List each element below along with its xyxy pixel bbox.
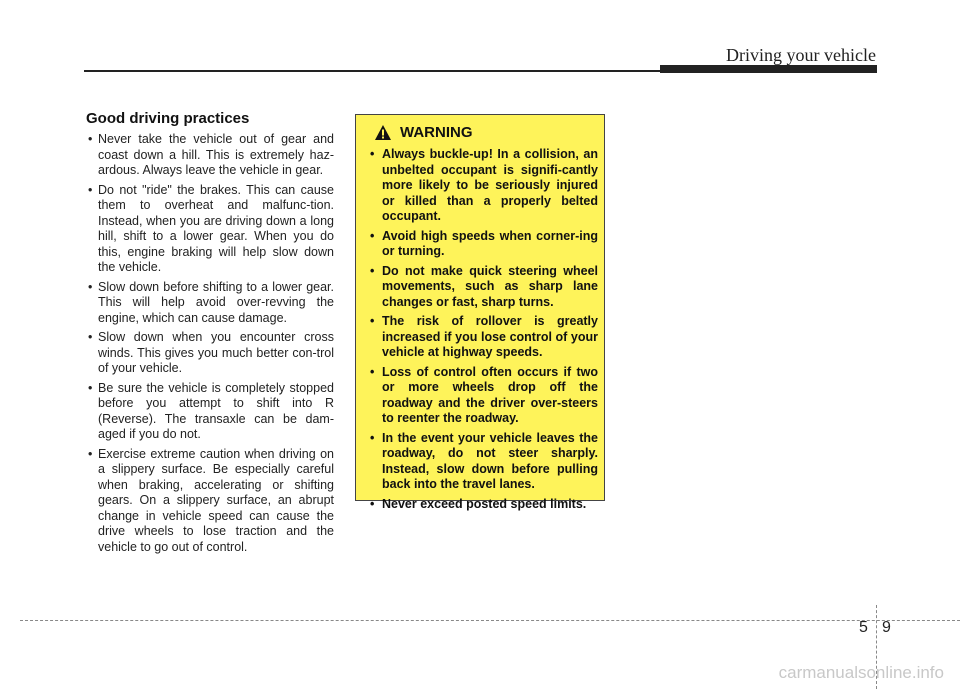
watermark: carmanualsonline.info: [778, 663, 944, 682]
header-rule-thin: [84, 70, 660, 72]
practice-list: [86, 132, 334, 555]
warning-item: • In the event your vehicle leaves the roadway, do not steer sharply. Instead, slow down before pulling back into the travel lanes.: [366, 431, 598, 493]
warning-item: • The risk of rollover is greatly increased if you lose control of your vehicle at highway speeds.: [366, 314, 598, 361]
page-number: 9: [882, 619, 891, 636]
warning-header: [374, 124, 598, 141]
practice-item: • Slow down before shifting to a lower gear. This will help avoid over-revving the engine, which can cause damage.: [86, 280, 334, 327]
practice-item: • Never take the vehicle out of gear and coast down a hill. This is extremely haz-ardous. Always leave the vehicle in gear.: [86, 132, 334, 179]
practice-item: • Be sure the vehicle is completely stopped before you attempt to shift into R (Reverse). The transaxle can be dam-aged if you do not.: [86, 381, 334, 443]
warning-list: [366, 147, 598, 512]
section-heading: Good driving practices: [86, 110, 250, 127]
warning-item: • Always buckle-up! In a collision, an unbelted occupant is signifi-cantly more likely to be seriously injured or killed than a properly belted occupant.: [366, 147, 598, 225]
chapter-number: 5: [859, 619, 868, 636]
warning-item: • Avoid high speeds when corner-ing or turning.: [366, 229, 598, 260]
warning-item: • Do not make quick steering wheel movements, such as sharp lane changes or fast, sharp turns.: [366, 264, 598, 311]
header-rule-thick: [660, 65, 877, 73]
warning-box: [355, 114, 605, 511]
warning-item: • Loss of control often occurs if two or more wheels drop off the roadway and the driver over-steers to reenter the roadway.: [366, 365, 598, 427]
practice-item: • Exercise extreme caution when driving on a slippery surface. Be especially careful when braking, accelerating or shifting gears. On a slippery surface, an abrupt change in vehicle speed can cause the drive wheels to lose traction and the vehicle to go out of control.: [86, 447, 334, 556]
warning-title: WARNING: [400, 124, 473, 141]
warning-item: • Never exceed posted speed limits.: [366, 497, 598, 513]
warning-triangle-icon: [374, 124, 392, 141]
header-title: Driving your vehicle: [726, 45, 876, 65]
footer-dashed-line: [20, 620, 960, 621]
practice-item: • Slow down when you encounter cross winds. This gives you much better con-trol of your vehicle.: [86, 330, 334, 377]
good-driving-section: [86, 110, 334, 559]
practice-item: • Do not "ride" the brakes. This can cause them to overheat and malfunc-tion. Instead, when you are driving down a long hill, shift to a lower gear. When you do this, engine braking will help slow down the vehicle.: [86, 183, 334, 276]
